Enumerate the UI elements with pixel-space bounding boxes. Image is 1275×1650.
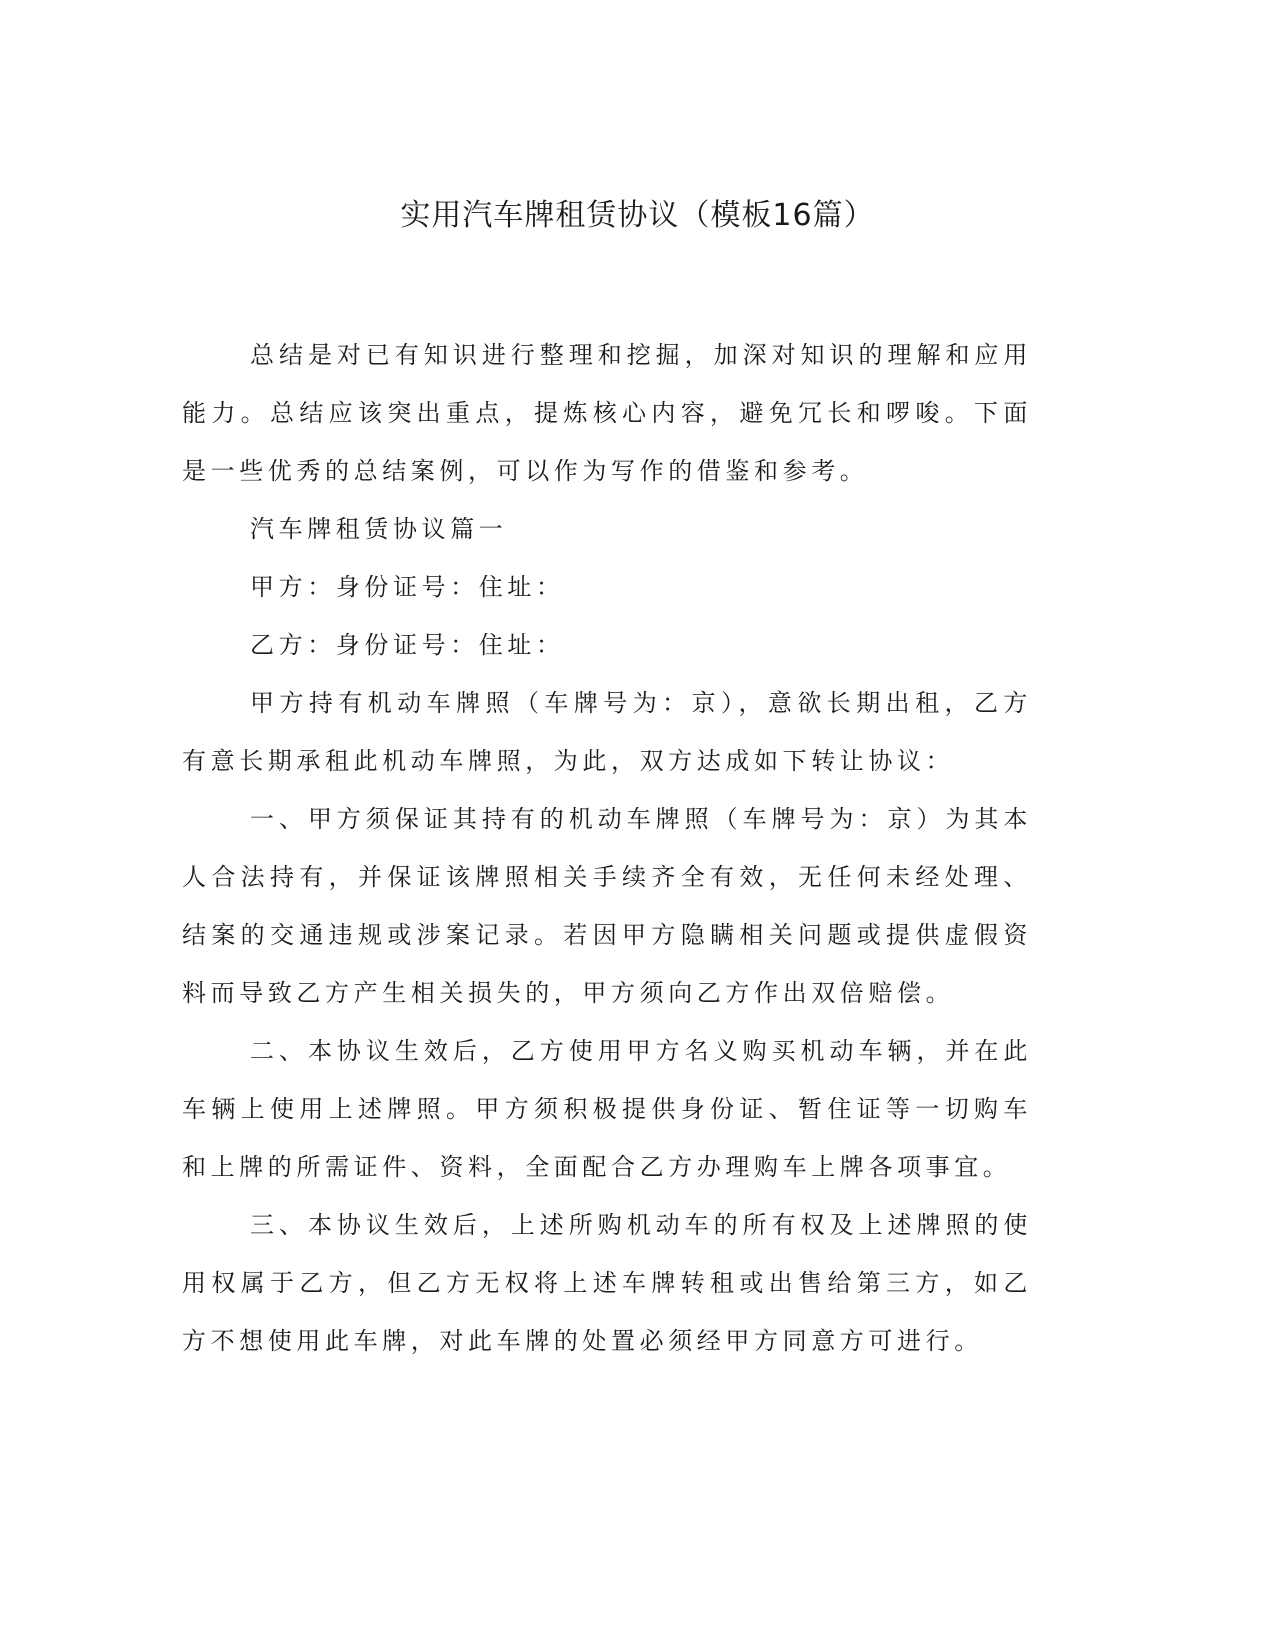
intro-paragraph: 总结是对已有知识进行整理和挖掘，加深对知识的理解和应用能力。总结应该突出重点，提炼核心内容，避免冗长和啰唆。下面是一些优秀的总结案例，可以作为写作的借鉴和参考。 <box>182 341 1032 485</box>
party-b-line: 乙方：身份证号：住址： <box>250 631 565 659</box>
clause-2-paragraph: 二、本协议生效后，乙方使用甲方名义购买机动车辆，并在此车辆上使用上述牌照。甲方须积极提供身份证、暂住证等一切购车和上牌的所需证件、资料，全面配合乙方办理购车上牌各项事宜。 <box>182 1037 1032 1181</box>
party-a-line: 甲方：身份证号：住址： <box>250 573 565 601</box>
preamble-paragraph: 甲方持有机动车牌照（车牌号为：京），意欲长期出租，乙方有意长期承租此机动车牌照，为此，双方达成如下转让协议： <box>182 689 1032 775</box>
document-title: 实用汽车牌租赁协议（模板16篇） <box>400 198 875 233</box>
clause-3-paragraph: 三、本协议生效后，上述所购机动车的所有权及上述牌照的使用权属于乙方，但乙方无权将上述车牌转租或出售给第三方，如乙方不想使用此车牌，对此车牌的处置必须经甲方同意方可进行。 <box>182 1211 1032 1355</box>
document-body <box>182 326 1032 1370</box>
section-heading: 汽车牌租赁协议篇一 <box>250 515 508 543</box>
clause-1-paragraph: 一、甲方须保证其持有的机动车牌照（车牌号为：京）为其本人合法持有，并保证该牌照相关手续齐全有效，无任何未经处理、结案的交通违规或涉案记录。若因甲方隐瞒相关问题或提供虚假资料而导致乙方产生相关损失的，甲方须向乙方作出双倍赔偿。 <box>182 805 1032 1007</box>
